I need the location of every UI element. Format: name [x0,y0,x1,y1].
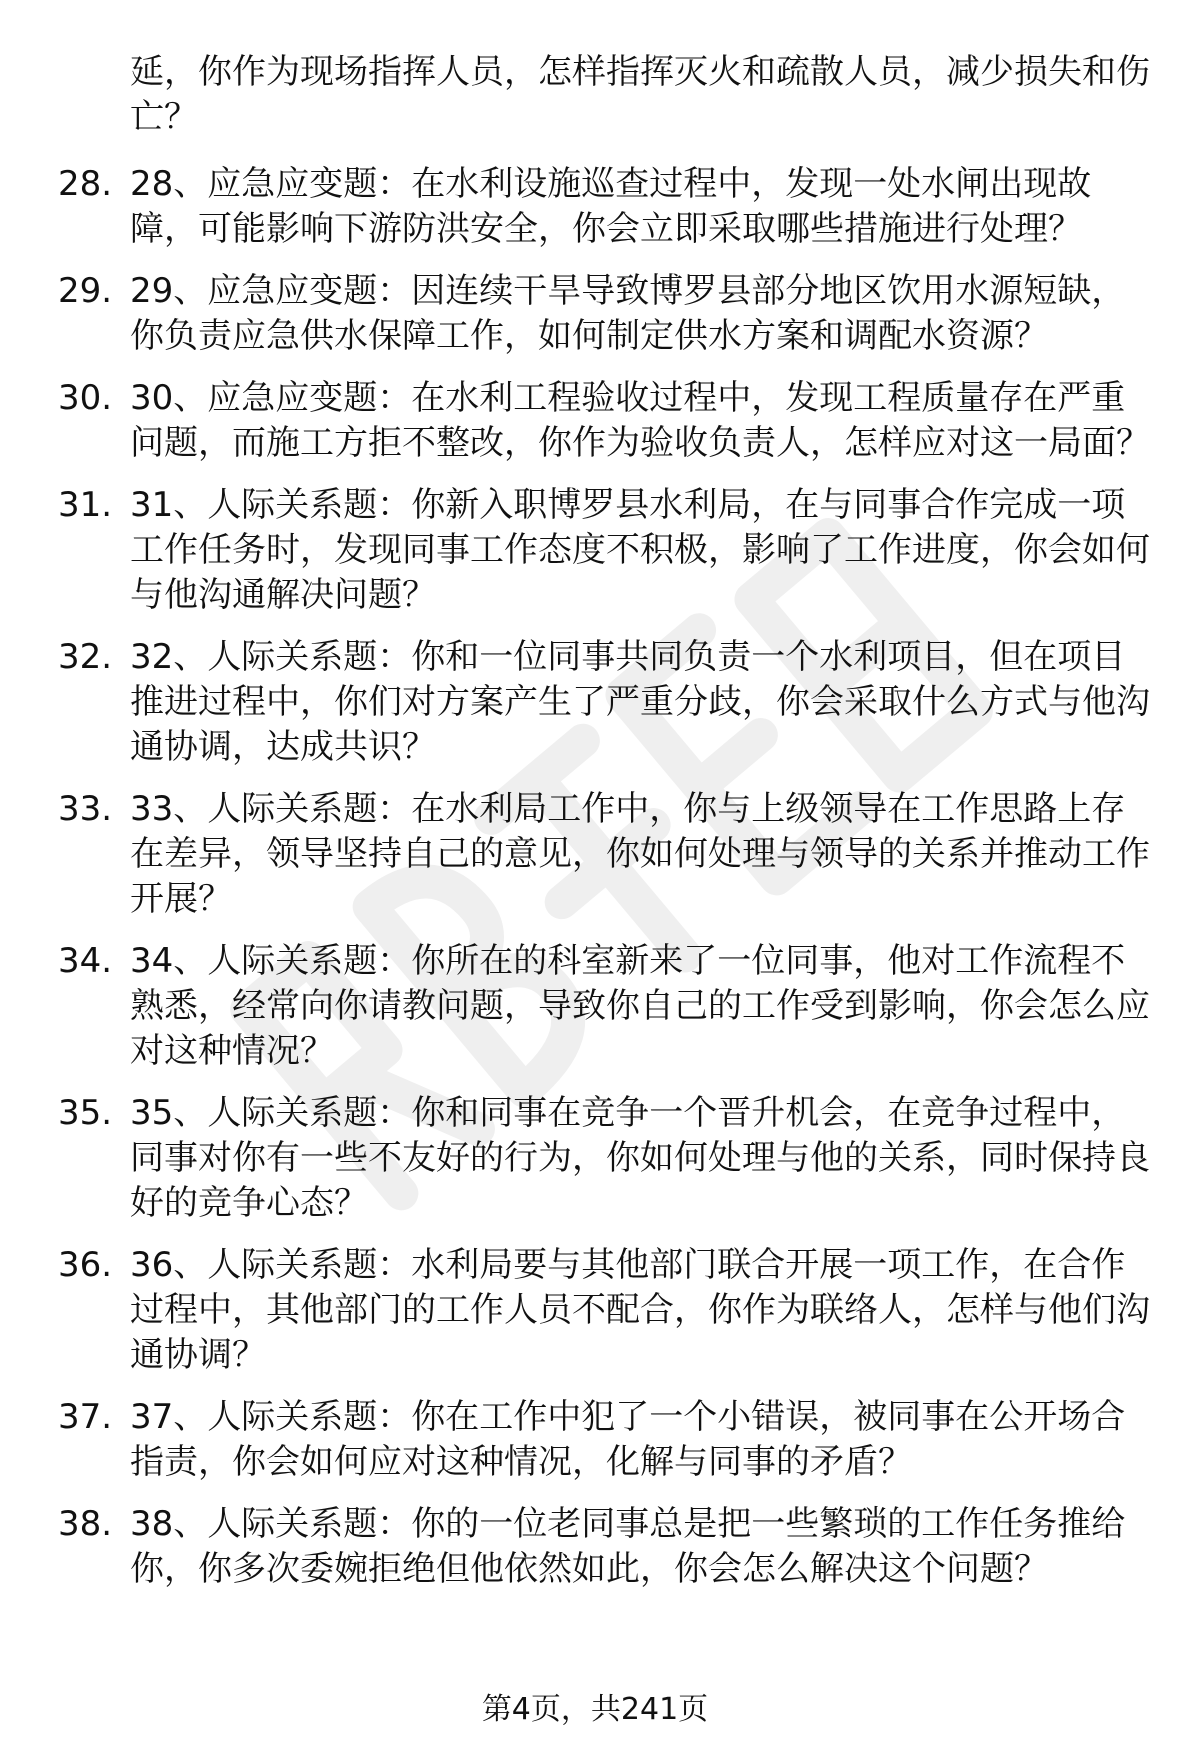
question-item [0,269,1190,359]
question-item [0,483,1190,618]
question-number: 35. [58,1093,113,1133]
question-number: 32. [58,637,113,677]
question-number: 37. [58,1397,113,1437]
question-number: 33. [58,789,113,829]
question-item [0,162,1190,252]
question-number: 38. [58,1504,113,1544]
question-item [0,376,1190,466]
question-number: 29. [58,271,113,311]
question-item [0,1243,1190,1378]
question-text: 37、人际关系题：你在工作中犯了一个小错误，被同事在公开场合指责，你会如何应对这种情况，化解与同事的矛盾？ [130,1397,1126,1482]
question-text: 31、人际关系题：你新入职博罗县水利局，在与同事合作完成一项工作任务时，发现同事工作态度不积极，影响了工作进度，你会如何与他沟通解决问题？ [130,485,1150,615]
question-text: 30、应急应变题：在水利工程验收过程中，发现工程质量存在严重问题，而施工方拒不整改，你作为验收负责人，怎样应对这一局面？ [130,378,1150,463]
question-text: 35、人际关系题：你和同事在竞争一个晋升机会，在竞争过程中，同事对你有一些不友好的行为，你如何处理与他的关系，同时保持良好的竞争心态？ [130,1093,1150,1223]
question-number: 30. [58,378,113,418]
question-text: 36、人际关系题：水利局要与其他部门联合开展一项工作，在合作过程中，其他部门的工作人员不配合，你作为联络人，怎样与他们沟通协调？ [130,1245,1150,1375]
question-number: 31. [58,485,113,525]
question-item [0,1502,1190,1592]
question-item [0,787,1190,922]
question-list [0,162,1190,1609]
question-text: 28、应急应变题：在水利设施巡查过程中，发现一处水闸出现故障，可能影响下游防洪安全，你会立即采取哪些措施进行处理？ [130,164,1092,249]
question-text: 38、人际关系题：你的一位老同事总是把一些繁琐的工作任务推给你，你多次委婉拒绝但他依然如此，你会怎么解决这个问题？ [130,1504,1126,1589]
question-number: 36. [58,1245,113,1285]
question-text: 29、应急应变题：因连续干旱导致博罗县部分地区饮用水源短缺，你负责应急供水保障工作，如何制定供水方案和调配水资源？ [130,271,1126,356]
question-27-continuation: 延，你作为现场指挥人员，怎样指挥灭火和疏散人员，减少损失和伤亡？ [130,52,1150,137]
question-number: 28. [58,164,113,204]
question-text: 32、人际关系题：你和一位同事共同负责一个水利项目，但在项目推进过程中，你们对方案产生了严重分歧，你会采取什么方式与他沟通协调，达成共识？ [130,637,1150,767]
question-number: 34. [58,941,113,981]
question-item [0,635,1190,770]
page-footer: 第4页，共241页 [481,1692,709,1727]
question-item [0,1091,1190,1226]
question-text: 34、人际关系题：你所在的科室新来了一位同事，他对工作流程不熟悉，经常向你请教问题，导致你自己的工作受到影响，你会怎么应对这种情况？ [130,941,1150,1071]
question-item [0,939,1190,1074]
question-item [0,1395,1190,1485]
question-text: 33、人际关系题：在水利局工作中，你与上级领导在工作思路上存在差异，领导坚持自己的意见，你如何处理与领导的关系并推动工作开展？ [130,789,1150,919]
